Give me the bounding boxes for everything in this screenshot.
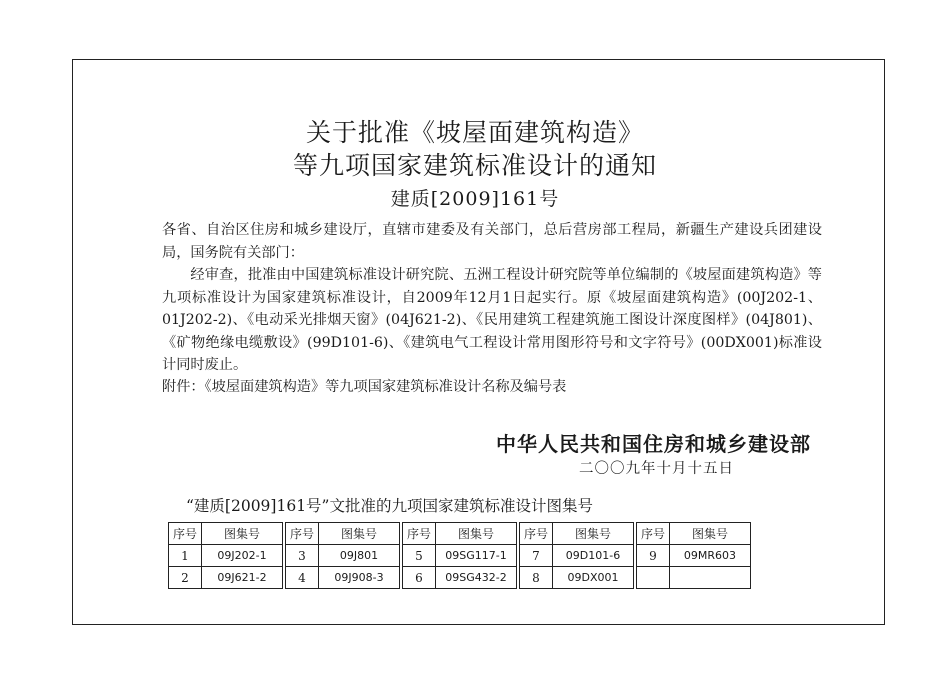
- header-code: 图集号: [553, 523, 634, 545]
- table-cell-seq: 7: [520, 545, 553, 567]
- header-code: 图集号: [670, 523, 751, 545]
- issue-date: 二〇〇九年十月十五日: [579, 461, 734, 477]
- table-cell-code: 09J202-1: [202, 545, 283, 567]
- notice-title-line2: 等九项国家建筑标准设计的通知: [292, 151, 657, 180]
- table-row: [169, 567, 751, 589]
- header-seq: 序号: [637, 523, 670, 545]
- table-cell-seq: 4: [286, 567, 319, 589]
- table-cell-code: 09J908-3: [319, 567, 400, 589]
- notice-title-line1: 关于批准《坡屋面建筑构造》: [305, 118, 644, 147]
- header-seq: 序号: [169, 523, 202, 545]
- table-cell-code: [670, 567, 751, 589]
- table-cell-seq: 2: [169, 567, 202, 589]
- table-cell-seq: 3: [286, 545, 319, 567]
- body-paragraph: 经审查，批准由中国建筑标准设计研究院、五洲工程设计研究院等单位编制的《坡屋面建筑构造》等九项标准设计为国家建筑标准设计，自2009年12月1日起实行。原《坡屋面建筑构造》(00J202-1、01J202-2)、《电动采光排烟天窗》(04J621-2)、《民用建筑工程建筑施工图设计深度图样》(04J801)、《矿物绝缘电缆敷设》(99D101-6)、《建筑电气工程设计常用图形符号和文字符号》(00DX001)标准设计同时废止。: [162, 267, 822, 373]
- table-cell-code: 09J621-2: [202, 567, 283, 589]
- header-code: 图集号: [202, 523, 283, 545]
- table-cell-seq: [637, 567, 670, 589]
- table-cell-code: 09DX001: [553, 567, 634, 589]
- header-seq: 序号: [286, 523, 319, 545]
- table-row: [169, 545, 751, 567]
- table-cell-code: 09D101-6: [553, 545, 634, 567]
- table-header-row: [169, 523, 751, 545]
- table-cell-code: 09J801: [319, 545, 400, 567]
- table-cell-code: 09SG117-1: [436, 545, 517, 567]
- table-cell-seq: 1: [169, 545, 202, 567]
- table-caption: “建质[2009]161号”文批准的九项国家建筑标准设计图集号: [186, 497, 593, 515]
- document-number: 建质[2009]161号: [390, 188, 560, 210]
- table-cell-code: 09MR603: [670, 545, 751, 567]
- header-seq: 序号: [520, 523, 553, 545]
- recipients-paragraph: 各省、自治区住房和城乡建设厅，直辖市建委及有关部门，总后营房部工程局，新疆生产建设兵团建设局，国务院有关部门：: [162, 222, 822, 261]
- issuing-authority: 中华人民共和国住房和城乡建设部: [496, 432, 811, 456]
- table-cell-seq: 8: [520, 567, 553, 589]
- table-cell-code: 09SG432-2: [436, 567, 517, 589]
- header-code: 图集号: [319, 523, 400, 545]
- header-code: 图集号: [436, 523, 517, 545]
- table-cell-seq: 5: [403, 545, 436, 567]
- table-cell-seq: 9: [637, 545, 670, 567]
- atlas-number-table: [168, 522, 751, 589]
- header-seq: 序号: [403, 523, 436, 545]
- table-cell-seq: 6: [403, 567, 436, 589]
- attachment-line: 附件：《坡屋面建筑构造》等九项国家建筑标准设计名称及编号表: [162, 379, 567, 395]
